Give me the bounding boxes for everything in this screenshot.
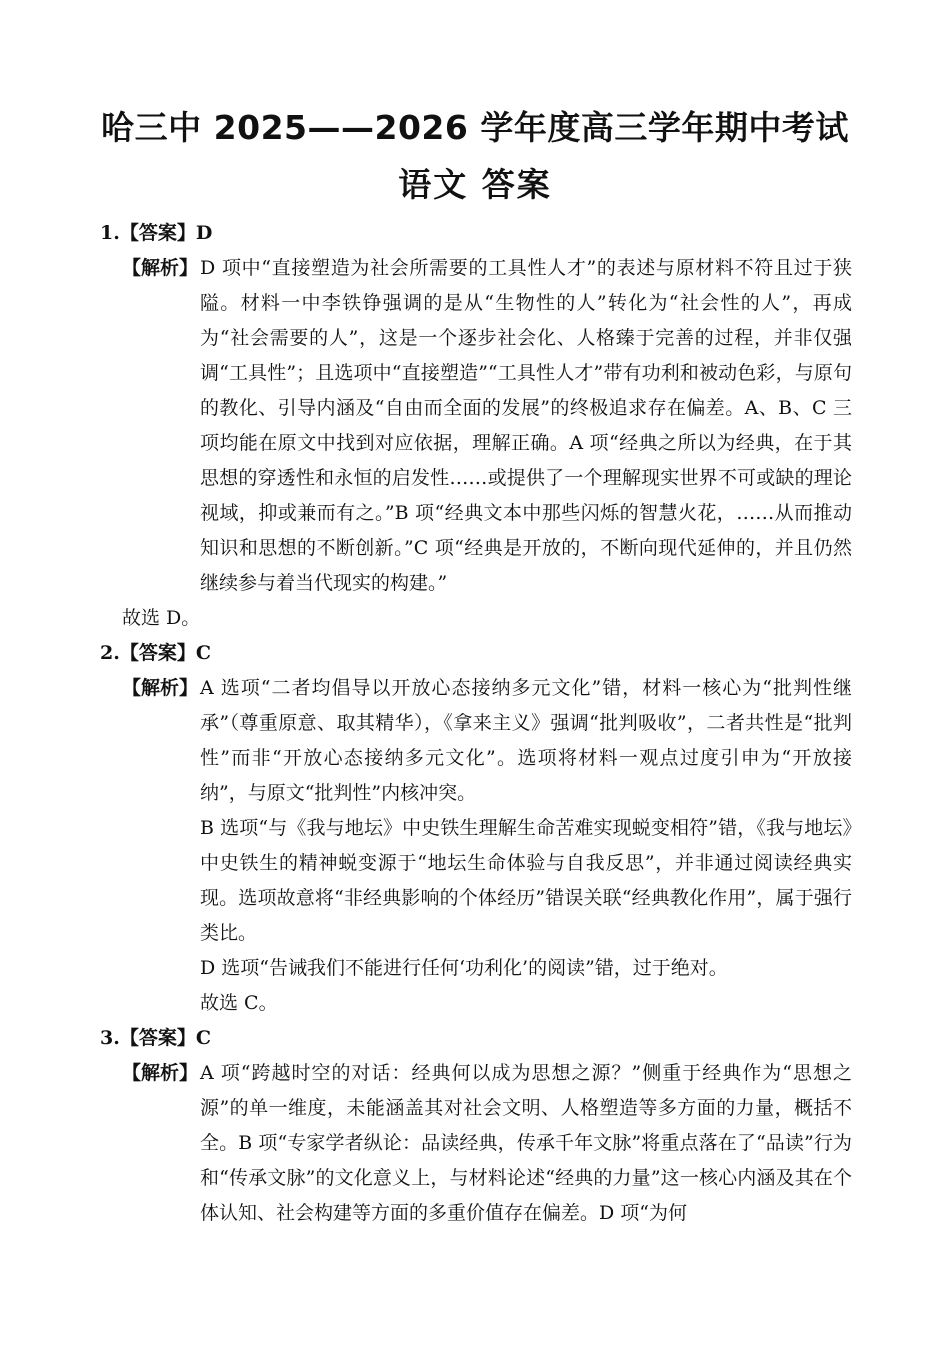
explanation-paragraph: A 选项“二者均倡导以开放心态接纳多元文化”错，材料一核心为“批判性继承”（尊重原意、取其精华），《拿来主义》强调“批判吸收”，二者共性是“批判性”而非“开放心态接纳多元文化”。选项将材料一观点过度引申为“开放接纳”，与原文“批判性”内核冲突。: [200, 677, 852, 804]
conclusion-q1: 故选 D。: [122, 607, 201, 629]
answer-content: [0, 216, 950, 1231]
explanation-paragraph: B 选项“与《我与地坛》中史铁生理解生命苦难实现蜕变相符”错，《我与地坛》中史铁生的精神蜕变源于“地坛生命体验与自我反思”，并非通过阅读经典实现。选项故意将“非经典影响的个体经历”错误关联“经典教化作用”，属于强行类比。: [200, 817, 852, 944]
explanation-paragraph: D 项中“直接塑造为社会所需要的工具性人才”的表述与原材料不符且过于狭隘。材料一中李铁铮强调的是从“生物性的人”转化为“社会性的人”，再成为“社会需要的人”，这是一个逐步社会化、人格臻于完善的过程，并非仅强调“工具性”；且选项中“直接塑造”“工具性人才”带有功利和被动色彩，与原句的教化、引导内涵及“自由而全面的发展”的终极追求存在偏差。A、B、C 三项均能在原文中找到对应依据，理解正确。A 项“经典之所以为经典，在于其思想的穿透性和永恒的启发性……或提供了一个理解现实世界不可或缺的理论视域，抑或兼而有之。”B 项“经典文本中那些闪烁的智慧火花，……从而推动知识和思想的不断创新。”C 项“经典是开放的，不断向现代延伸的，并且仍然继续参与着当代现实的构建。”: [200, 257, 852, 594]
question-1: [0, 216, 950, 636]
answer-line-q3: 3.【答案】C: [100, 1027, 211, 1049]
question-2: [0, 636, 950, 1021]
question-3: [0, 1021, 950, 1231]
explanation-paragraph: D 选项“告诫我们不能进行任何‘功利化’的阅读”错，过于绝对。: [200, 957, 728, 979]
explanation-paragraph: A 项“跨越时空的对话：经典何以成为思想之源？”侧重于经典作为“思想之源”的单一维度，未能涵盖其对社会文明、人格塑造等多方面的力量，概括不全。B 项“专家学者纵论：品读经典，传承千年文脉”将重点落在了“品读”行为和“传承文脉”的文化意义上，与材料论述“经典的力量”这一核心内涵及其在个体认知、社会构建等方面的多重价值存在偏差。D 项“为何: [200, 1062, 852, 1224]
conclusion-q2: 故选 C。: [200, 992, 278, 1014]
document-title: 哈三中 2025——2026 学年度高三学年期中考试: [101, 108, 849, 147]
explanation-label: 【解析】: [122, 1062, 199, 1084]
explanation-label: 【解析】: [122, 257, 199, 279]
explanation-q3: [0, 1056, 950, 1231]
document-subtitle: 语文 答案: [398, 165, 552, 204]
explanation-label: 【解析】: [122, 677, 199, 699]
answer-line-q1: 1.【答案】D: [100, 222, 213, 244]
explanation-q1: [0, 251, 950, 601]
answer-line-q2: 2.【答案】C: [100, 642, 211, 664]
explanation-q2: [0, 671, 950, 1021]
